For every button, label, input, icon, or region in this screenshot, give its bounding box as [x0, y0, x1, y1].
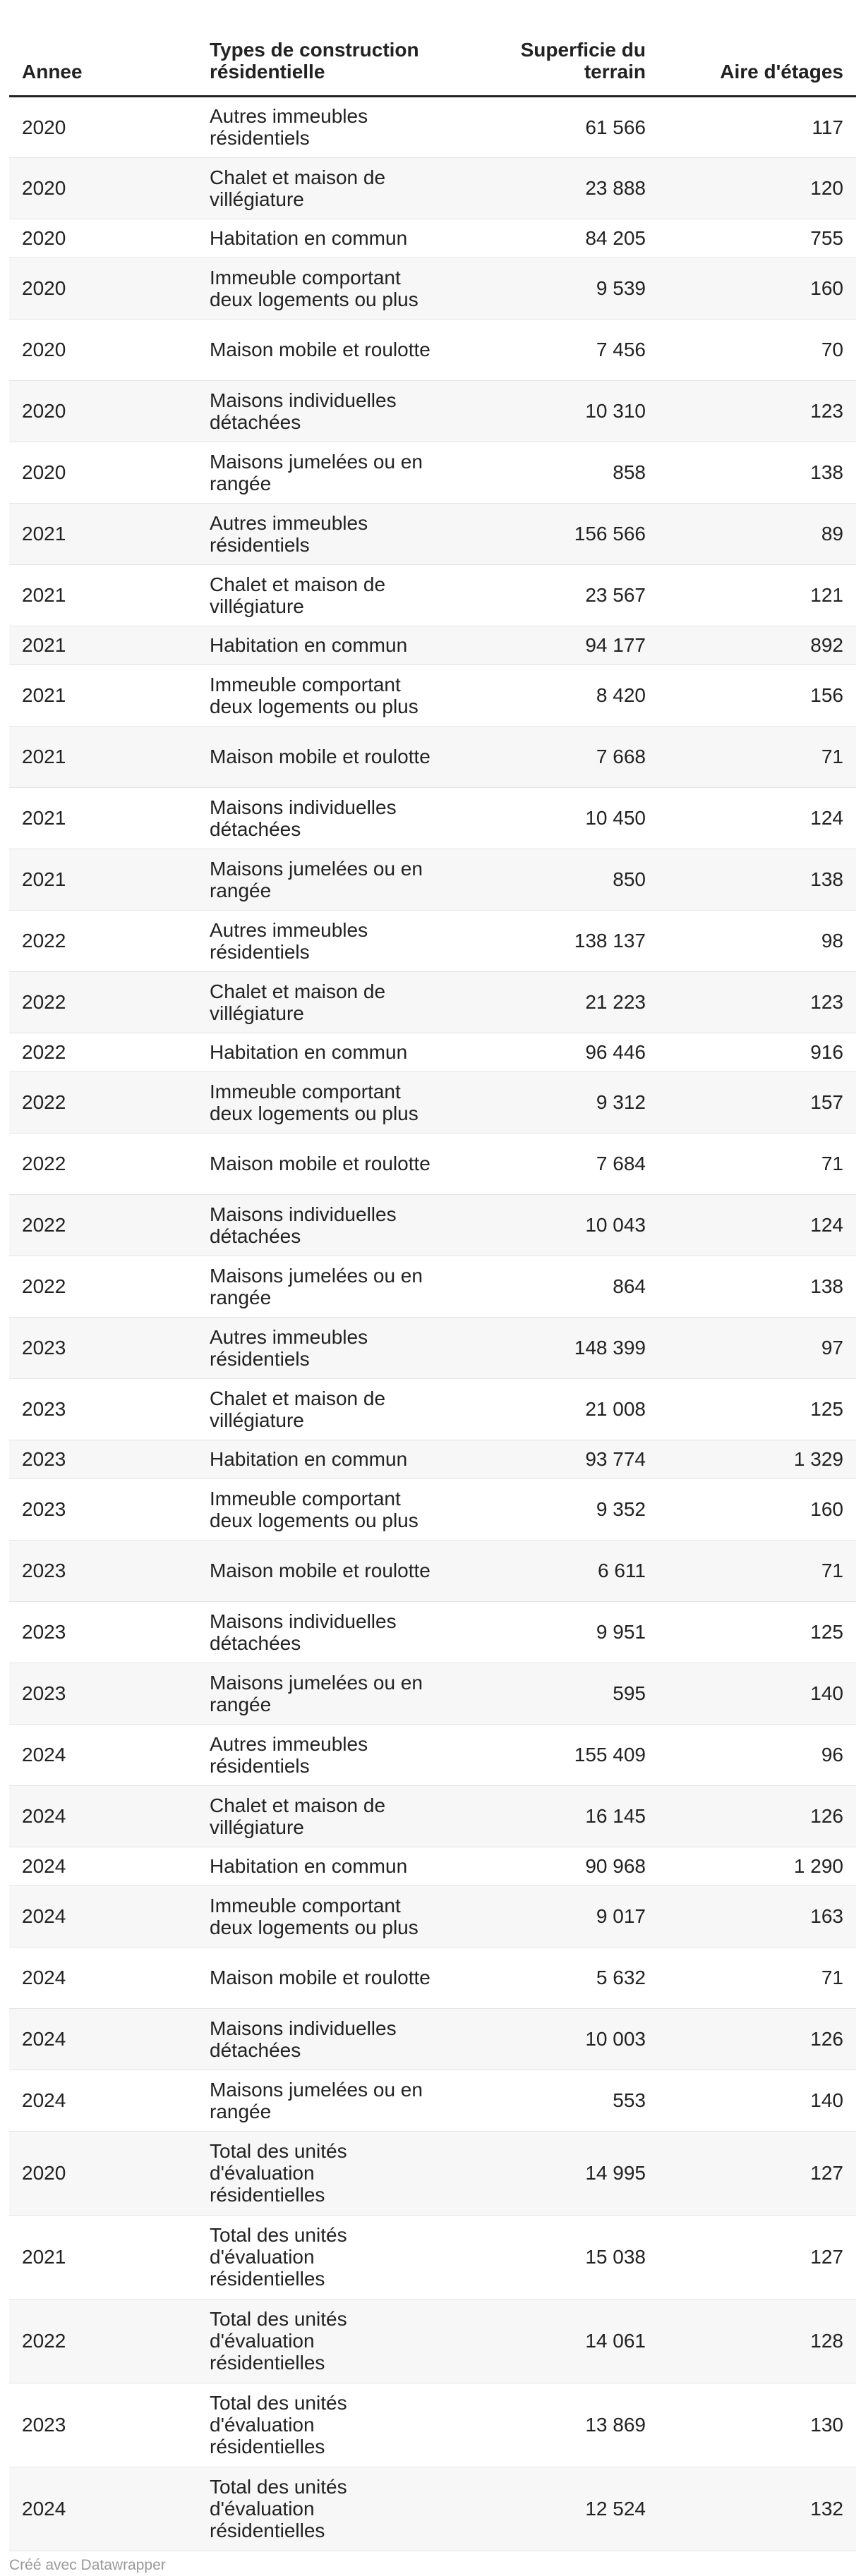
cell-superficie: 850: [445, 849, 658, 910]
table-row: [9, 2383, 856, 2467]
table-row: [9, 849, 856, 910]
cell-type: Maisons individuelles détachées: [197, 380, 445, 442]
cell-type: Chalet et maison de villégiature: [197, 1378, 445, 1440]
cell-type: Maisons individuelles détachées: [197, 1194, 445, 1256]
cell-type: Maisons individuelles détachées: [197, 2008, 445, 2070]
table-row: [9, 257, 856, 319]
column-header-annee[interactable]: Annee: [9, 0, 197, 96]
cell-aire: 140: [658, 2070, 856, 2131]
cell-type: Chalet et maison de villégiature: [197, 971, 445, 1033]
cell-aire: 140: [658, 1663, 856, 1724]
column-header-superficie[interactable]: Superficie du terrain: [445, 0, 658, 96]
cell-superficie: 10 003: [445, 2008, 658, 2070]
table-row: [9, 1847, 856, 1885]
cell-year: 2023: [9, 1540, 197, 1601]
table-row: [9, 1071, 856, 1133]
table-row: [9, 910, 856, 971]
cell-aire: 97: [658, 1317, 856, 1378]
cell-year: 2020: [9, 2131, 197, 2215]
cell-aire: 160: [658, 257, 856, 319]
table-row: [9, 726, 856, 787]
table-row: [9, 1724, 856, 1785]
cell-aire: 138: [658, 1256, 856, 1317]
cell-superficie: 8 420: [445, 664, 658, 726]
table-row: [9, 1785, 856, 1847]
cell-type: Total des unités d'évaluation résidentielles: [197, 2131, 445, 2215]
cell-superficie: 6 611: [445, 1540, 658, 1601]
cell-superficie: 155 409: [445, 1724, 658, 1785]
cell-superficie: 7 456: [445, 319, 658, 380]
table-row: [9, 971, 856, 1033]
table-row: [9, 2008, 856, 2070]
cell-type: Immeuble comportant deux logements ou plus: [197, 664, 445, 726]
cell-year: 2020: [9, 442, 197, 503]
table-row: [9, 2131, 856, 2215]
cell-aire: 160: [658, 1478, 856, 1540]
table-row: [9, 1540, 856, 1601]
cell-aire: 127: [658, 2215, 856, 2299]
cell-aire: 71: [658, 1133, 856, 1194]
cell-type: Immeuble comportant deux logements ou plus: [197, 257, 445, 319]
cell-aire: 121: [658, 564, 856, 626]
table-row: [9, 1133, 856, 1194]
cell-year: 2024: [9, 2008, 197, 2070]
table-row: [9, 2070, 856, 2131]
table-row: [9, 2215, 856, 2299]
cell-type: Immeuble comportant deux logements ou plus: [197, 1071, 445, 1133]
cell-superficie: 90 968: [445, 1847, 658, 1885]
cell-type: Maison mobile et roulotte: [197, 1947, 445, 2008]
cell-year: 2022: [9, 1194, 197, 1256]
cell-aire: 157: [658, 1071, 856, 1133]
cell-type: Total des unités d'évaluation résidentielles: [197, 2383, 445, 2467]
cell-year: 2021: [9, 2215, 197, 2299]
cell-year: 2021: [9, 726, 197, 787]
cell-type: Maisons jumelées ou en rangée: [197, 442, 445, 503]
table-row: [9, 564, 856, 626]
cell-superficie: 864: [445, 1256, 658, 1317]
cell-superficie: 10 043: [445, 1194, 658, 1256]
cell-type: Maisons jumelées ou en rangée: [197, 1663, 445, 1724]
cell-type: Maisons individuelles détachées: [197, 787, 445, 849]
cell-year: 2022: [9, 1071, 197, 1133]
cell-type: Habitation en commun: [197, 626, 445, 664]
cell-aire: 892: [658, 626, 856, 664]
cell-superficie: 5 632: [445, 1947, 658, 2008]
cell-type: Autres immeubles résidentiels: [197, 910, 445, 971]
cell-year: 2020: [9, 96, 197, 157]
cell-superficie: 7 668: [445, 726, 658, 787]
cell-year: 2021: [9, 849, 197, 910]
cell-aire: 125: [658, 1378, 856, 1440]
cell-superficie: 10 450: [445, 787, 658, 849]
cell-type: Maison mobile et roulotte: [197, 319, 445, 380]
cell-superficie: 553: [445, 2070, 658, 2131]
data-table-container: [9, 0, 856, 2551]
cell-superficie: 94 177: [445, 626, 658, 664]
cell-aire: 755: [658, 219, 856, 257]
table-row: [9, 787, 856, 849]
table-row: [9, 442, 856, 503]
cell-type: Maisons jumelées ou en rangée: [197, 849, 445, 910]
cell-superficie: 7 684: [445, 1133, 658, 1194]
cell-type: Autres immeubles résidentiels: [197, 96, 445, 157]
cell-aire: 138: [658, 849, 856, 910]
cell-superficie: 138 137: [445, 910, 658, 971]
cell-type: Habitation en commun: [197, 1440, 445, 1478]
cell-aire: 120: [658, 157, 856, 219]
table-row: [9, 1317, 856, 1378]
cell-aire: 123: [658, 971, 856, 1033]
cell-aire: 132: [658, 2467, 856, 2551]
cell-year: 2022: [9, 910, 197, 971]
cell-superficie: 9 312: [445, 1071, 658, 1133]
cell-superficie: 23 888: [445, 157, 658, 219]
table-row: [9, 1885, 856, 1947]
table-row: [9, 319, 856, 380]
cell-superficie: 15 038: [445, 2215, 658, 2299]
cell-aire: 126: [658, 2008, 856, 2070]
cell-year: 2022: [9, 971, 197, 1033]
cell-aire: 71: [658, 1540, 856, 1601]
cell-type: Habitation en commun: [197, 1033, 445, 1071]
cell-year: 2023: [9, 2383, 197, 2467]
cell-aire: 138: [658, 442, 856, 503]
cell-type: Maisons jumelées ou en rangée: [197, 2070, 445, 2131]
cell-type: Total des unités d'évaluation résidentielles: [197, 2467, 445, 2551]
table-row: [9, 2467, 856, 2551]
cell-superficie: 23 567: [445, 564, 658, 626]
table-row: [9, 1194, 856, 1256]
cell-superficie: 9 539: [445, 257, 658, 319]
cell-year: 2021: [9, 626, 197, 664]
cell-type: Chalet et maison de villégiature: [197, 564, 445, 626]
cell-type: Maisons individuelles détachées: [197, 1601, 445, 1663]
cell-aire: 89: [658, 503, 856, 564]
cell-aire: 96: [658, 1724, 856, 1785]
cell-year: 2024: [9, 1885, 197, 1947]
cell-aire: 124: [658, 1194, 856, 1256]
cell-year: 2021: [9, 564, 197, 626]
data-table: [9, 0, 856, 2551]
cell-superficie: 10 310: [445, 380, 658, 442]
cell-aire: 98: [658, 910, 856, 971]
cell-year: 2023: [9, 1440, 197, 1478]
table-header-row: [9, 0, 856, 96]
cell-aire: 916: [658, 1033, 856, 1071]
cell-superficie: 9 951: [445, 1601, 658, 1663]
table-row: [9, 1033, 856, 1071]
table-row: [9, 380, 856, 442]
cell-superficie: 595: [445, 1663, 658, 1724]
cell-year: 2020: [9, 319, 197, 380]
cell-aire: 1 290: [658, 1847, 856, 1885]
table-row: [9, 96, 856, 157]
cell-type: Maison mobile et roulotte: [197, 1540, 445, 1601]
cell-aire: 126: [658, 1785, 856, 1847]
cell-aire: 127: [658, 2131, 856, 2215]
cell-year: 2020: [9, 157, 197, 219]
cell-type: Maison mobile et roulotte: [197, 726, 445, 787]
cell-superficie: 61 566: [445, 96, 658, 157]
cell-year: 2022: [9, 2299, 197, 2383]
table-body: [9, 96, 856, 2551]
table-row: [9, 1440, 856, 1478]
cell-year: 2023: [9, 1317, 197, 1378]
cell-superficie: 21 223: [445, 971, 658, 1033]
cell-type: Autres immeubles résidentiels: [197, 1724, 445, 1785]
cell-type: Immeuble comportant deux logements ou plus: [197, 1478, 445, 1540]
cell-aire: 130: [658, 2383, 856, 2467]
cell-superficie: 96 446: [445, 1033, 658, 1071]
table-row: [9, 664, 856, 726]
cell-year: 2021: [9, 787, 197, 849]
cell-aire: 123: [658, 380, 856, 442]
cell-year: 2021: [9, 503, 197, 564]
cell-type: Autres immeubles résidentiels: [197, 1317, 445, 1378]
cell-superficie: 84 205: [445, 219, 658, 257]
cell-superficie: 858: [445, 442, 658, 503]
cell-aire: 128: [658, 2299, 856, 2383]
cell-superficie: 12 524: [445, 2467, 658, 2551]
cell-superficie: 13 869: [445, 2383, 658, 2467]
cell-superficie: 16 145: [445, 1785, 658, 1847]
cell-year: 2022: [9, 1256, 197, 1317]
table-row: [9, 2299, 856, 2383]
table-row: [9, 1378, 856, 1440]
table-row: [9, 1947, 856, 2008]
cell-type: Autres immeubles résidentiels: [197, 503, 445, 564]
cell-superficie: 148 399: [445, 1317, 658, 1378]
cell-year: 2024: [9, 2467, 197, 2551]
cell-year: 2023: [9, 1663, 197, 1724]
cell-year: 2022: [9, 1033, 197, 1071]
table-row: [9, 1601, 856, 1663]
cell-superficie: 21 008: [445, 1378, 658, 1440]
cell-year: 2020: [9, 219, 197, 257]
cell-year: 2020: [9, 380, 197, 442]
cell-aire: 71: [658, 726, 856, 787]
column-header-type[interactable]: Types de construction résidentielle: [197, 0, 445, 96]
table-row: [9, 1478, 856, 1540]
cell-year: 2021: [9, 664, 197, 726]
cell-year: 2023: [9, 1478, 197, 1540]
cell-year: 2020: [9, 257, 197, 319]
table-row: [9, 1663, 856, 1724]
cell-superficie: 93 774: [445, 1440, 658, 1478]
table-row: [9, 626, 856, 664]
cell-aire: 124: [658, 787, 856, 849]
footer-credit: Créé avec Datawrapper: [9, 2557, 166, 2573]
cell-year: 2024: [9, 1785, 197, 1847]
cell-type: Total des unités d'évaluation résidentielles: [197, 2299, 445, 2383]
cell-aire: 125: [658, 1601, 856, 1663]
cell-superficie: 9 352: [445, 1478, 658, 1540]
cell-year: 2023: [9, 1378, 197, 1440]
column-header-aire[interactable]: Aire d'étages: [658, 0, 856, 96]
cell-year: 2024: [9, 1847, 197, 1885]
cell-aire: 70: [658, 319, 856, 380]
cell-year: 2024: [9, 1724, 197, 1785]
table-row: [9, 1256, 856, 1317]
cell-aire: 117: [658, 96, 856, 157]
cell-type: Habitation en commun: [197, 219, 445, 257]
cell-aire: 156: [658, 664, 856, 726]
cell-year: 2023: [9, 1601, 197, 1663]
table-row: [9, 219, 856, 257]
cell-type: Total des unités d'évaluation résidentielles: [197, 2215, 445, 2299]
cell-superficie: 14 061: [445, 2299, 658, 2383]
cell-aire: 163: [658, 1885, 856, 1947]
cell-type: Maisons jumelées ou en rangée: [197, 1256, 445, 1317]
cell-type: Chalet et maison de villégiature: [197, 157, 445, 219]
cell-superficie: 14 995: [445, 2131, 658, 2215]
cell-aire: 1 329: [658, 1440, 856, 1478]
cell-superficie: 156 566: [445, 503, 658, 564]
cell-type: Chalet et maison de villégiature: [197, 1785, 445, 1847]
table-row: [9, 503, 856, 564]
cell-year: 2024: [9, 1947, 197, 2008]
cell-type: Habitation en commun: [197, 1847, 445, 1885]
cell-type: Immeuble comportant deux logements ou plus: [197, 1885, 445, 1947]
cell-year: 2024: [9, 2070, 197, 2131]
table-row: [9, 157, 856, 219]
cell-aire: 71: [658, 1947, 856, 2008]
cell-superficie: 9 017: [445, 1885, 658, 1947]
cell-type: Maison mobile et roulotte: [197, 1133, 445, 1194]
cell-year: 2022: [9, 1133, 197, 1194]
